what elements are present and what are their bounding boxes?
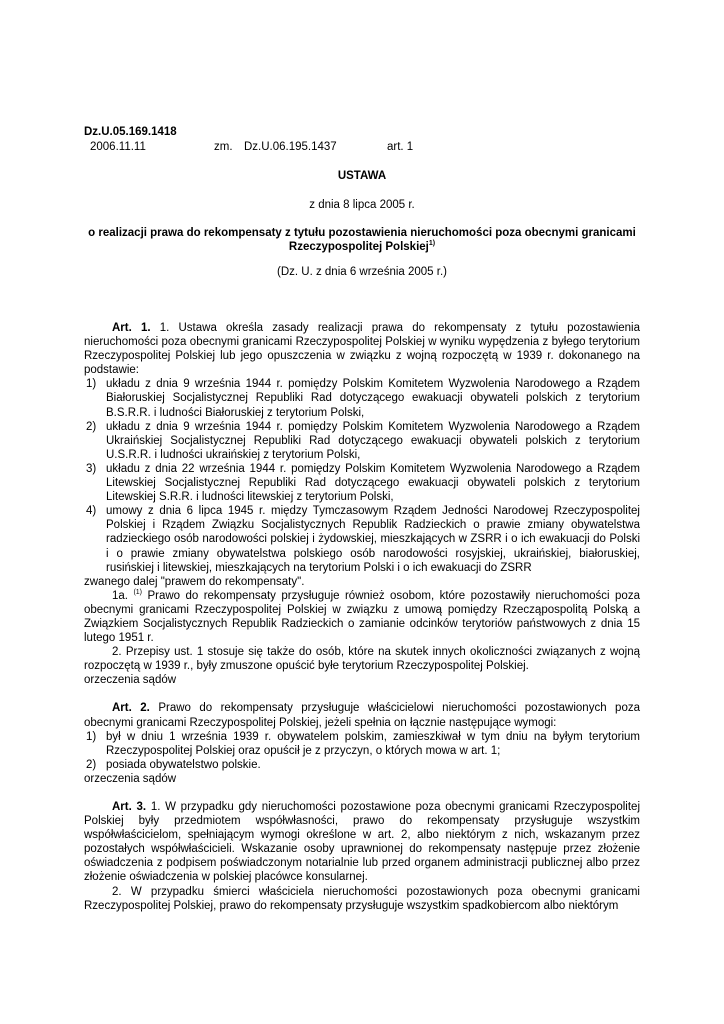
list-item	[84, 758, 640, 772]
list-item	[84, 377, 640, 419]
list-item	[84, 730, 640, 758]
act-subject	[84, 226, 640, 254]
list-item-number: 2)	[86, 420, 97, 433]
footnote-marker: (1)	[133, 588, 142, 596]
list-item	[84, 420, 640, 462]
list-item-number: 1)	[86, 730, 97, 743]
art1-paragraph-1a	[84, 589, 640, 645]
list-item-text: układu z dnia 9 września 1944 r. pomiędzy Polskim Komitetem Wyzwolenia Narodowego a Rządem Ukraińskiej Socjalistycznej Republiki Rad dotyczącego ewakuacji obywateli polskich z terytorium U.S.R.R. i ludności ukraińskiej z terytorium Polski,	[106, 420, 640, 461]
act-date: z dnia 8 lipca 2005 r.	[309, 199, 415, 211]
amendment-reference: Dz.U.06.195.1437	[244, 141, 337, 153]
amendment-article: art. 1	[387, 141, 414, 153]
art1-p1-text: 1. Ustawa określa zasady realizacji prawa do rekompensaty z tytułu pozostawienia nieruchomości poza obecnymi granicami Rzeczypospolitej Polskiej w wyniku wypędzenia z byłego terytorium Rzeczypospolitej Polskiej lub jego opuszczenia w związku z wojną rozpoczętą w 1939 r. dokonanego na podstawie:	[84, 322, 641, 377]
art2-text: Prawo do rekompensaty przysługuje właścicielowi nieruchomości pozostawionych poza obecnymi granicami Rzeczypospolitej Polskiej, jeżeli spełnia on łącznie następujące wymogi:	[84, 702, 640, 729]
list-item-text: układu z dnia 9 września 1944 r. pomiędzy Polskim Komitetem Wyzwolenia Narodowego a Rządem Białoruskiej Socjalistycznej Republiki Rad dotyczącego ewakuacji obywateli polskich z terytorium B.S.R.R. i ludności Białoruskiej z terytorium Polski,	[106, 378, 640, 419]
art3-paragraph-1	[84, 800, 640, 885]
list-item-number: 1)	[86, 378, 97, 391]
art3-label: Art. 3.	[112, 801, 147, 813]
publication-reference: (Dz. U. z dnia 6 września 2005 r.)	[276, 266, 447, 278]
list-item-number: 4)	[86, 505, 97, 518]
art1-paragraph-2: 2. Przepisy ust. 1 stosuje się także do osób, które na skutek innych okoliczności związanych z wojną rozpoczętą w 1939 r., były zmuszone opuścić byłe terytorium Rzeczypospolitej Polskiej.	[84, 646, 640, 673]
list-item-text: posiada obywatelstwo polskie.	[106, 758, 261, 771]
list-item-text: układu z dnia 22 września 1944 r. pomiędzy Polskim Komitetem Wyzwolenia Narodowego a Rządem Litewskiej Socjalistycznej Republiki Rad dotyczącego ewakuacji obywateli polskich z terytorium Litewskiej S.R.R. i ludności litewskiej z terytorium Polski,	[106, 462, 640, 504]
amendment-date: 2006.11.11	[90, 141, 146, 153]
document-title: USTAWA	[337, 170, 387, 182]
art1-p1a-number: 1a.	[112, 589, 128, 602]
art3-p1-text: 1. W przypadku gdy nieruchomości pozostawione poza obecnymi granicami Rzeczypospolitej Polskiej były przedmiotem współwłasności, prawo do rekompensaty przysługuje wszystkim współwłaścicielom, spełniającym wymogi określone w art. 2, albo niektórym z nich, wskazanym przez pozostałych współwłaścicieli. Wskazanie osoby uprawnionej do rekompensaty następuje przez złożenie oświadczenia z podpisem poświadczonym notarialnie lub przed organem administracji publicznej albo przez złożenie oświadczenia w polskiej placówce konsularnej.	[84, 801, 640, 884]
art3-paragraph-2: 2. W przypadku śmierci właściciela nieruchomości pozostawionych poza obecnymi granicami Rzeczypospolitej Polskiej, prawo do rekompensaty przysługuje wszystkim spadkobiercom albo niektórym	[84, 885, 640, 912]
art2-label: Art. 2.	[112, 702, 150, 715]
court-rulings-link[interactable]: orzeczenia sądów	[84, 772, 177, 785]
act-body	[84, 321, 640, 913]
list-item-number: 2)	[86, 758, 97, 771]
art1-label: Art. 1.	[112, 322, 151, 334]
act-subject-text: o realizacji prawa do rekompensaty z tytułu pozostawienia nieruchomości poza obecnymi granicami Rzeczypospolitej Polskiej	[88, 227, 636, 253]
art1-zwanego: zwanego dalej "prawem do rekompensaty".	[84, 575, 305, 588]
art1-p1a-text: Prawo do rekompensaty przysługuje również osobom, które pozostawiły nieruchomości poza obecnymi granicami Rzeczypospolitej Polskiej w związku z umową pomiędzy Rzecząpospolitą Polską a Związkiem Socjalistycznych Republik Radzieckich o zamianie odcinków terytoriów państwowych z dnia 15 lutego 1951 r.	[84, 589, 640, 645]
art1-paragraph-1	[84, 321, 640, 377]
art2-paragraph	[84, 701, 640, 729]
list-item-text: był w dniu 1 września 1939 r. obywatelem polskim, zamieszkiwał w tym dniu na byłym terytorium Rzeczypospolitej Polskiej oraz opuścił je z przyczyn, o których mowa w art. 1;	[106, 730, 640, 757]
amendment-label: zm.	[214, 141, 233, 153]
court-rulings-link[interactable]: orzeczenia sądów	[84, 674, 177, 687]
list-item-number: 3)	[86, 462, 97, 475]
list-item	[84, 504, 640, 574]
list-item-text: umowy z dnia 6 lipca 1945 r. między Tymczasowym Rządem Jedności Narodowej Rzeczypospolitej Polskiej i Rządem Związku Socjalistycznych Republik Radzieckich o prawie zmiany obywatelstwa radzieckiego osób narodowości polskiej i żydowskiej, mieszkających w ZSRR i o ich ewakuacji do Polski i o prawie zmiany obywatelstwa polskiego osób narodowości rosyjskiej, ukraińskiej, białoruskiej, rusińskiej i litewskiej, mieszkających na terytorium Polski i o ich ewakuacji do ZSRR	[106, 505, 640, 574]
subject-footnote-marker: 1)	[428, 240, 436, 248]
document-id: Dz.U.05.169.1418	[84, 126, 177, 138]
list-item	[84, 462, 640, 504]
